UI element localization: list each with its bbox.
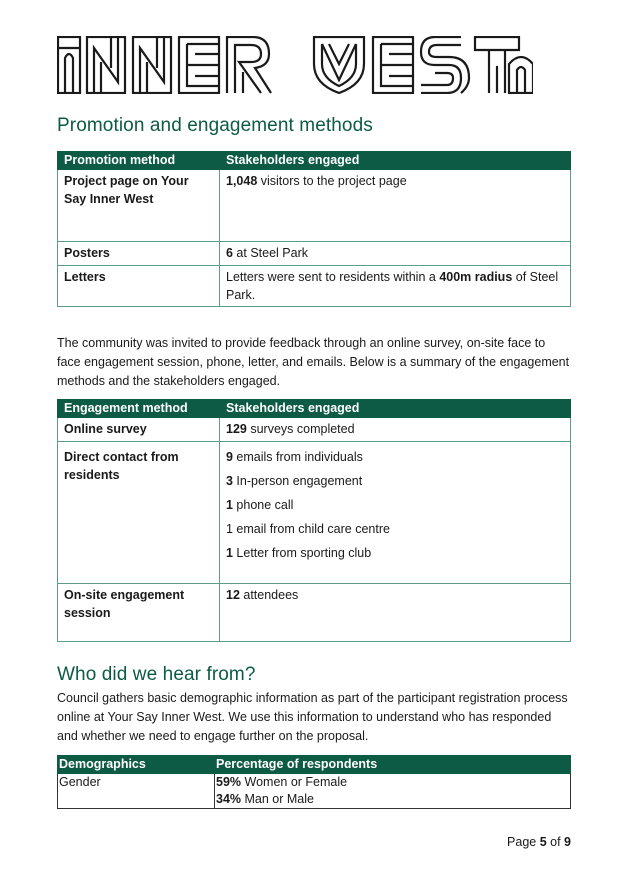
stat-text: Letter from sporting club xyxy=(232,546,372,560)
engagement-table xyxy=(57,399,571,642)
stat-text: visitors to the project page xyxy=(257,174,407,188)
stat-text: Man or Male xyxy=(241,792,314,806)
table-row xyxy=(58,774,571,809)
stakeholders-cell xyxy=(220,242,571,266)
stat-text: In-person engagement xyxy=(232,474,363,488)
stat-value: 3 xyxy=(226,474,233,488)
stat-text: emails from individuals xyxy=(232,450,363,464)
stakeholders-cell xyxy=(220,418,571,442)
engagement-method-cell: On-site engagement session xyxy=(58,584,220,642)
column-header: Engagement method xyxy=(58,400,220,418)
stakeholders-cell xyxy=(220,266,571,307)
stat-value: 12 xyxy=(226,588,240,602)
current-page: 5 xyxy=(539,835,547,849)
section-heading-who: Who did we hear from? xyxy=(57,664,256,685)
stat-text: of Steel Park. xyxy=(226,270,559,302)
demographics-table xyxy=(57,755,571,809)
stat-value: 6 xyxy=(226,246,233,260)
list-item xyxy=(226,496,564,514)
stat-value: 1 xyxy=(226,546,233,560)
stat-value: 9 xyxy=(226,450,233,464)
table-header-row xyxy=(58,400,571,418)
section-heading-promotion: Promotion and engagement methods xyxy=(57,115,373,136)
stat-text: phone call xyxy=(232,498,294,512)
percentage-cell xyxy=(215,774,571,809)
promotion-method-cell: Project page on Your Say Inner West xyxy=(58,170,220,242)
stat-value: 1,048 xyxy=(226,174,258,188)
table-row xyxy=(58,584,571,642)
stakeholders-cell xyxy=(220,442,571,584)
column-header: Stakeholders engaged xyxy=(220,152,571,170)
total-pages: 9 xyxy=(564,835,571,849)
stat-value: 129 xyxy=(226,422,247,436)
stat-text: Letters were sent to residents within a xyxy=(226,270,440,284)
promotion-method-cell: Posters xyxy=(58,242,220,266)
promotion-method-cell: Letters xyxy=(58,266,220,307)
stat-value: 34% xyxy=(216,792,242,806)
stat-text: 1 email from child care centre xyxy=(226,522,390,536)
stat-text: at Steel Park xyxy=(232,246,308,260)
inner-west-logo xyxy=(57,36,533,94)
column-header: Percentage of respondents xyxy=(215,756,571,774)
column-header: Demographics xyxy=(58,756,215,774)
table-row xyxy=(58,266,571,307)
promotion-table xyxy=(57,151,571,307)
table-header-row xyxy=(58,756,571,774)
engagement-method-cell: Online survey xyxy=(58,418,220,442)
list-item xyxy=(226,520,564,538)
list-item xyxy=(226,472,564,490)
stat-text: Women or Female xyxy=(241,775,348,789)
page-label: Page xyxy=(507,835,540,849)
stakeholders-cell xyxy=(220,584,571,642)
table-row xyxy=(58,442,571,584)
stat-text: attendees xyxy=(239,588,299,602)
stat-text: surveys completed xyxy=(246,422,355,436)
stakeholders-cell xyxy=(220,170,571,242)
demographic-label-cell: Gender xyxy=(58,774,215,809)
engagement-method-cell: Direct contact from residents xyxy=(58,442,220,584)
column-header: Stakeholders engaged xyxy=(220,400,571,418)
column-header: Promotion method xyxy=(58,152,220,170)
list-item xyxy=(226,448,564,466)
table-row xyxy=(58,418,571,442)
stat-value: 400m radius xyxy=(439,270,513,284)
page-of-label: of xyxy=(546,835,565,849)
list-item xyxy=(226,544,564,562)
page-number xyxy=(507,835,571,849)
table-row xyxy=(58,242,571,266)
stat-value: 1 xyxy=(226,498,233,512)
intro-paragraph: The community was invited to provide feedback through an online survey, on-site face to face engagement session, phone, letter, and emails. Below is a summary of the engagement methods and the stakeholders engaged. xyxy=(57,336,570,388)
list-item xyxy=(216,791,569,808)
stat-value: 59% xyxy=(216,775,242,789)
demographics-paragraph: Council gathers basic demographic information as part of the participant registration process online at Your Say Inner West. We use this information to understand who has responded and whether we need to engage further on the proposal. xyxy=(57,691,568,743)
table-header-row xyxy=(58,152,571,170)
list-item xyxy=(216,774,569,791)
table-row xyxy=(58,170,571,242)
